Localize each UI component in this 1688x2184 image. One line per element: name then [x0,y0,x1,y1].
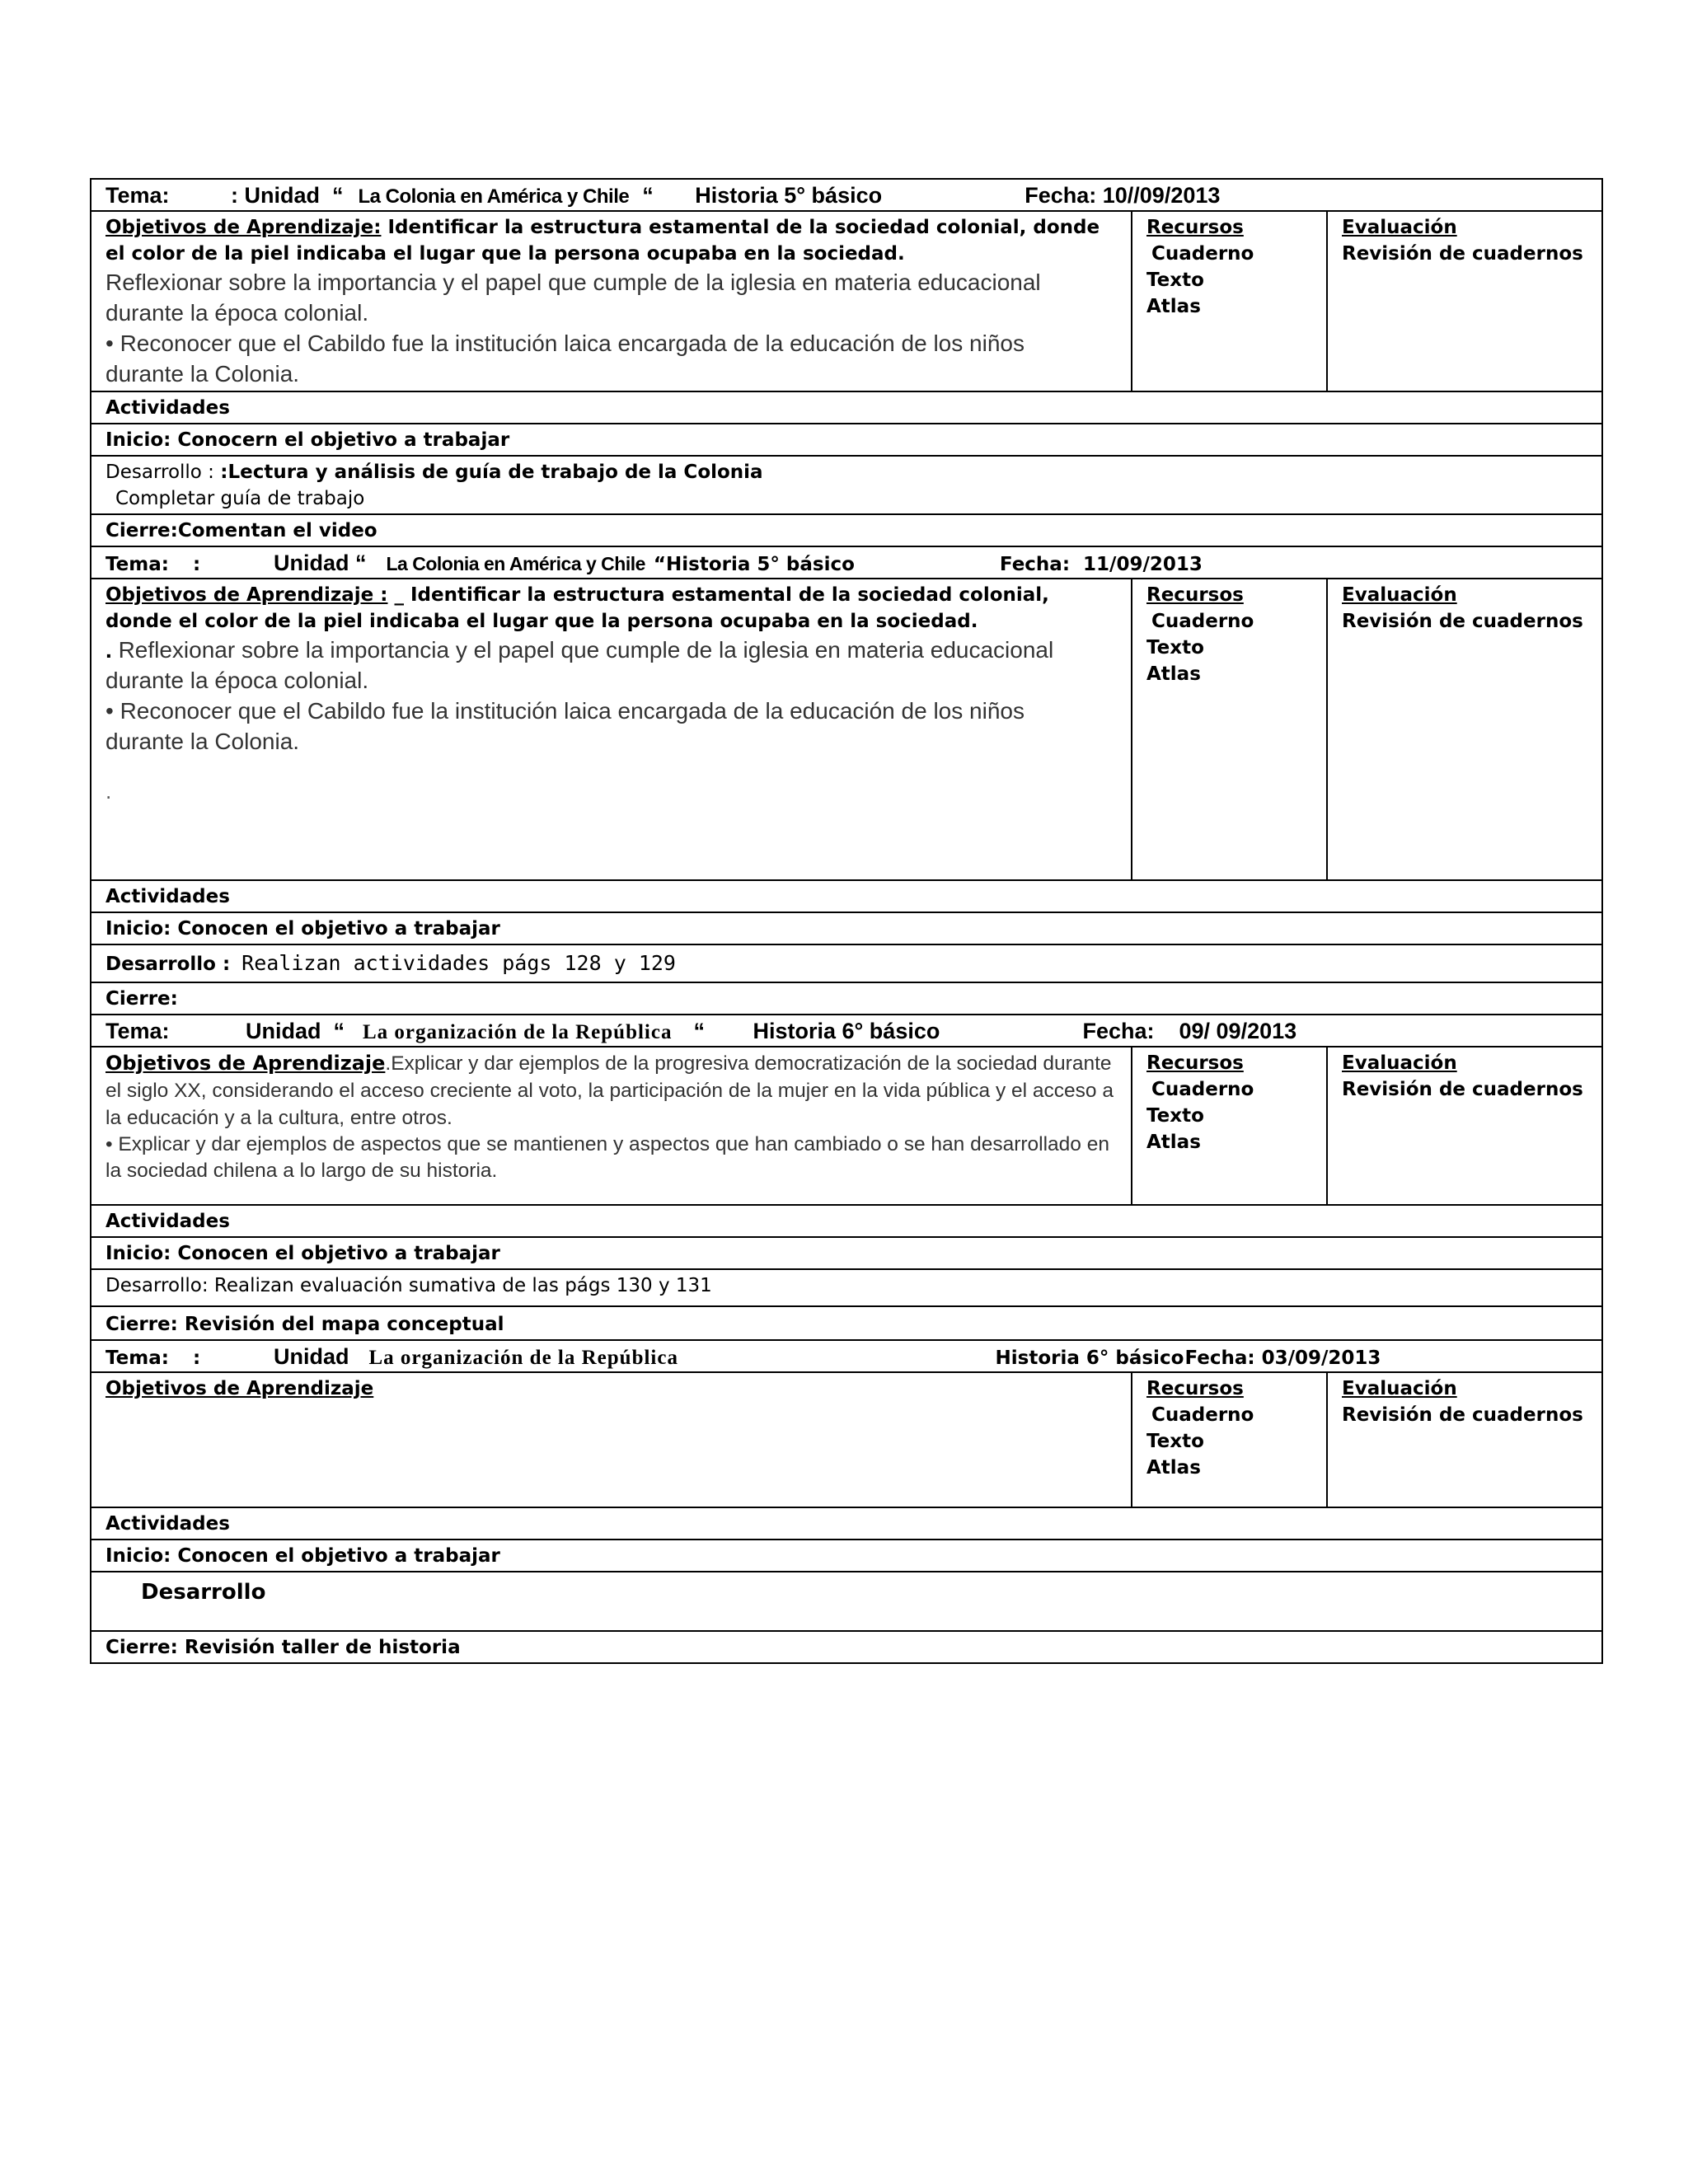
tema-colon: : [193,1347,201,1369]
plan-4-objectives [91,1372,1132,1507]
desarrollo-text: :Lectura y análisis de guía de trabajo de la Colonia [220,462,763,483]
recursos-label: Recursos [1146,1052,1244,1074]
recursos-label: Recursos [1146,1378,1244,1399]
recurso-item: Cuaderno [1151,243,1254,265]
tema-label: Tema: [106,1347,169,1369]
tema-label: Tema: [106,1019,170,1043]
plan-1-objectives-row [91,211,1602,391]
unidad-close-quote: “ [693,1019,705,1043]
fecha-label: Fecha: 11/09/2013 [999,554,1203,575]
objetivo-3a: • Reconocer que el Cabildo fue la institución laica encargada de la educación de los niños [106,698,1025,724]
objetivos-label: Objetivos de Aprendizaje : [106,584,388,606]
evaluacion-text: Revisión de cuadernos [1342,243,1583,265]
objetivo-3b: durante la Colonia. [106,729,300,754]
plan-2-cierre-row [91,982,1602,1015]
plan-4-actividades-row [91,1507,1602,1540]
objetivo-3b: durante la Colonia. [106,361,300,387]
plan-1-header-row [91,179,1602,211]
evaluacion-label: Evaluación [1342,1052,1457,1074]
plan-1-header [91,179,1602,211]
desarrollo-label: Desarrollo : [106,462,221,483]
inicio-text: Inicio: Conocen el objetivo a trabajar [91,912,1602,944]
plan-4-objectives-row [91,1372,1602,1507]
plan-2-inicio-row [91,912,1602,944]
actividades-label: Actividades [91,1205,1602,1237]
plan-2-header [91,546,1602,579]
plan-4-cierre-row [91,1631,1602,1663]
recurso-item: Texto [1146,637,1204,658]
plan-3-evaluacion [1327,1047,1602,1205]
desarrollo-text: Desarrollo [91,1572,1602,1631]
plan-3-cierre-row [91,1306,1602,1340]
plan-2-objectives-row [91,579,1602,880]
curso-label: Historia 6° básico [995,1347,1184,1369]
plan-1-desarrollo [91,456,1602,514]
objetivo-main: _ Identificar la estructura estamental de la sociedad colonial, donde el color de la piel indicaba el lugar que la persona ocupaba en la sociedad. [106,584,1049,632]
cierre-text: Cierre: Revisión taller de historia [91,1631,1602,1663]
recursos-label: Recursos [1146,584,1244,606]
plan-4-inicio-row [91,1540,1602,1572]
evaluacion-label: Evaluación [1342,584,1457,606]
recursos-label: Recursos [1146,217,1244,238]
evaluacion-label: Evaluación [1342,1378,1457,1399]
plan-4-header-row [91,1340,1602,1372]
plan-3-actividades-row [91,1205,1602,1237]
plan-1-evaluacion [1327,211,1602,391]
curso-label: Historia 5° básico [695,183,883,208]
fecha-label: Fecha: 09/ 09/2013 [1082,1019,1297,1043]
cierre-text: Cierre: [91,982,1602,1015]
objetivo-main: Identificar la estructura estamental de la sociedad colonial, donde el color de la piel indicaba el lugar que la persona ocupaba en la sociedad. [106,217,1100,265]
objetivo-3a: • Reconocer que el Cabildo fue la institución laica encargada de la educación de los niños [106,330,1025,356]
recurso-item: Texto [1146,269,1204,291]
objetivo-2b: durante la época colonial. [106,300,369,326]
tema-label: Tema: [106,554,169,575]
tema-colon: : [193,554,201,575]
unidad-label: Unidad “ [274,551,367,575]
plan-3-recursos [1132,1047,1327,1205]
actividades-label: Actividades [91,391,1602,424]
cierre-text: Cierre:Comentan el video [91,514,1602,546]
recurso-item: Atlas [1146,1457,1201,1479]
plan-3-objectives [91,1047,1132,1205]
plan-3-header [91,1015,1602,1047]
objetivos-label: Objetivos de Aprendizaje [106,1052,386,1075]
plan-2-recursos [1132,579,1327,880]
actividades-label: Actividades [91,880,1602,912]
plan-2-header-row [91,546,1602,579]
fecha-label: Fecha: 03/09/2013 [1184,1347,1381,1369]
recurso-item: Atlas [1146,296,1201,317]
plan-1-actividades-row [91,391,1602,424]
tema-label: Tema: [106,183,170,208]
objetivo-2: • Explicar y dar ejemplos de aspectos que se mantienen y aspectos que han cambiado o se han desarrollado en la sociedad chilena a lo largo de su historia. [106,1133,1109,1182]
plan-3-inicio-row [91,1237,1602,1269]
plan-3-desarrollo-row [91,1269,1602,1306]
desarrollo-text: Realizan actividades págs 128 y 129 [241,951,676,975]
curso-label: Historia 6° básico [753,1019,940,1043]
objetivo-main: .Explicar y dar ejemplos de la progresiva democratización de la sociedad durante el siglo XX, considerando el acceso creciente al voto, la participación de la mujer en la vida pública y el acceso a la educación y a la cultura, entre otros. [106,1052,1114,1129]
objetivos-label: Objetivos de Aprendizaje: [106,217,382,238]
recurso-item: Texto [1146,1431,1204,1452]
recurso-item: Cuaderno [1151,1404,1254,1426]
plan-2-evaluacion [1327,579,1602,880]
unidad-close-quote: “ [642,183,654,208]
unidad-label: : Unidad “ [231,183,344,208]
recurso-item: Atlas [1146,1132,1201,1153]
objetivos-label: Objetivos de Aprendizaje [106,1378,374,1399]
plan-1-inicio-row [91,424,1602,456]
plan-4-evaluacion [1327,1372,1602,1507]
unidad-title: La organización de la República [363,1021,673,1043]
cierre-text: Cierre: Revisión del mapa conceptual [91,1306,1602,1340]
objetivo-2a: Reflexionar sobre la importancia y el papel que cumple de la iglesia en materia educacional [106,269,1041,295]
plan-2-actividades-row [91,880,1602,912]
plan-3-objectives-row [91,1047,1602,1205]
recurso-item: Cuaderno [1151,1079,1254,1100]
desarrollo-text: Desarrollo: Realizan evaluación sumativa de las págs 130 y 131 [91,1269,1602,1306]
plan-1-cierre-row [91,514,1602,546]
unidad-title: La Colonia en América y Chile [386,553,645,574]
plan-1-desarrollo-row [91,456,1602,514]
actividades-label: Actividades [91,1507,1602,1540]
unidad-label: Unidad “ [246,1019,345,1043]
recurso-item: Texto [1146,1105,1204,1127]
inicio-text: Inicio: Conocern el objetivo a trabajar [91,424,1602,456]
plan-2-desarrollo-row [91,944,1602,982]
plan-2-objectives [91,579,1132,880]
plan-1-objectives [91,211,1132,391]
stray-dot: . [106,782,112,804]
inicio-text: Inicio: Conocen el objetivo a trabajar [91,1237,1602,1269]
desarrollo-text-2: Completar guía de trabajo [115,488,365,509]
desarrollo-label: Desarrollo : [106,954,237,975]
unidad-title: La organización de la República [368,1347,678,1369]
inicio-text: Inicio: Conocen el objetivo a trabajar [91,1540,1602,1572]
evaluacion-label: Evaluación [1342,217,1457,238]
plan-2-desarrollo [91,944,1602,982]
plan-4-header [91,1340,1602,1372]
lesson-plan-table [90,178,1603,1664]
fecha-label: Fecha: 10//09/2013 [1025,183,1221,208]
objetivo-bullet: . [106,637,119,663]
evaluacion-text: Revisión de cuadernos [1342,1404,1583,1426]
plan-4-recursos [1132,1372,1327,1507]
unidad-title: La Colonia en América y Chile [358,185,630,208]
recurso-item: Cuaderno [1151,611,1254,632]
plan-4-desarrollo-row [91,1572,1602,1631]
unidad-label: Unidad [274,1344,349,1369]
objetivo-2: Reflexionar sobre la importancia y el papel que cumple de la iglesia en materia educacional durante la época colonial. [106,637,1054,693]
plan-1-recursos [1132,211,1327,391]
evaluacion-text: Revisión de cuadernos [1342,611,1583,632]
curso-label: “Historia 5° básico [653,554,855,575]
evaluacion-text: Revisión de cuadernos [1342,1079,1583,1100]
recurso-item: Atlas [1146,663,1201,685]
plan-3-header-row [91,1015,1602,1047]
